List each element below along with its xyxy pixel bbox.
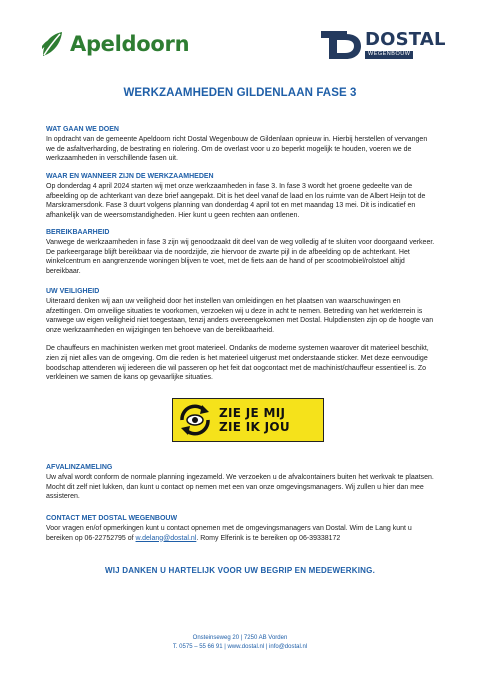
section-body: In opdracht van de gemeente Apeldoorn richt Dostal Wegenbouw de Gildenlaan opnieuw in. Hierbij herstellen of vervangen we de asfaltverharding, de bestrating en riolering. Om de overlast voor u zo beperkt mogelijk te houden, voeren we de werkzaamheden in verschillende fasen uit. <box>46 136 428 163</box>
section-heading: UW VEILIGHEID <box>46 288 100 295</box>
dostal-mark-icon <box>320 28 362 62</box>
email-link[interactable]: w.delang@dostal.nl <box>135 534 197 542</box>
section-heading: WAAR EN WANNEER ZIJN DE WERKZAAMHEDEN <box>46 173 214 180</box>
sticker-line-2: ZIE IK JOU <box>219 420 290 434</box>
section-wat-gaan-we-doen <box>46 126 436 164</box>
section-heading: AFVALINZAMELING <box>46 464 113 471</box>
section-afvalinzameling <box>46 464 436 502</box>
footer <box>0 634 480 652</box>
apeldoorn-logo-text: Apeldoorn <box>70 32 190 56</box>
contact-text-post: . Romy Elferink is te bereiken op 06-39338172 <box>196 534 341 542</box>
section-body: Uw afval wordt conform de normale planning ingezameld. We verzoeken u de afvalcontainers buiten het werkvak te plaatsen. Mocht dit zelf niet lukken, dan kunt u contact op nemen met een van onze omgevingsmanagers. Wij zullen u hier dan mee assisteren. <box>46 474 434 501</box>
footer-address: Onsteinseweg 20 | 7250 AB Vorden <box>192 635 288 641</box>
section-heading: WAT GAAN WE DOEN <box>46 126 119 133</box>
page-title: WERKZAAMHEDEN GILDENLAAN FASE 3 <box>123 87 357 99</box>
thanks-message: WIJ DANKEN U HARTELIJK VOOR UW BEGRIP EN MEDEWERKING. <box>104 566 376 575</box>
footer-contact: T. 0575 – 55 66 91 | www.dostal.nl | info@dostal.nl <box>172 644 308 650</box>
contact-text-pre: Voor vragen en/of opmerkingen kunt u contact opnemen met de omgevingsmanagers van Dostal. Wim de Lang kunt u bereiken op 06-22752795 of <box>46 525 412 542</box>
section-contact <box>46 515 436 543</box>
section-body <box>46 524 436 543</box>
section-body: Uiteraard denken wij aan uw veiligheid door het instellen van omleidingen en het plaatsen van waarschuwingen en afzettingen. Om onveilige situaties te voorkomen, verzoeken wij u deze in acht te nemen. Betreding van het werkterrein is vanwege uw eigen veiligheid niet toegestaan, tenzij anders overeengekomen met Dostal. Hulpdiensten zijn op de hoogte van onze werkzaamheden en wijzigingen ten behoeve van de bereikbaarheid. <box>46 298 434 334</box>
sticker-line-1: ZIE JE MIJ <box>219 406 286 420</box>
section-uw-veiligheid <box>46 288 436 383</box>
section-body-2: De chauffeurs en machinisten werken met groot materieel. Ondanks de moderne systemen waarover dit materieel beschikt, zien zij niet alles van de omgeving. Om die reden is het materieel uitgerust met onderstaande sticker. Met deze eenvoudige boodschap attenderen wij iedereen die wil passeren op het feit dat oogcontact met de machinist/chauffeur essentieel is. Zo verkleinen we samen de kans op gevaarlijke situaties. <box>46 345 429 382</box>
dostal-logo <box>320 28 446 62</box>
section-heading: BEREIKBAARHEID <box>46 229 110 236</box>
section-body: Op donderdag 4 april 2024 starten wij met onze werkzaamheden in fase 3. In fase 3 wordt het groene gedeelte van de afbeelding op de achterkant van deze brief aangepakt. Dit is het deel vanaf de laad en los ruimte van de Albert Heijn tot de Marskramersdonk. Fase 3 duurt volgens planning van donderdag 4 april tot en met maandag 13 mei. Dit is indicatief en afhankelijk van de weersomstandigheden. Hier kunt u geen rechten aan ontlenen. <box>46 183 426 219</box>
section-heading: CONTACT MET DOSTAL WEGENBOUW <box>46 515 178 522</box>
dostal-logo-text: DOSTAL <box>365 29 446 51</box>
section-body: Vanwege de werkzaamheden in fase 3 zijn wij genoodzaakt dit deel van de weg volledig af te sluiten voor doorgaand verkeer. De parkeergarage blijft bereikbaar via de noordzijde, zie hiervoor de zwarte pijl in de afbeelding op de achterkant. Het winkelcentrum en aangrenzende woningen blijven te voet, met de fiets aan de hand of per scootmobiel/rolstoel altijd bereikbaar. <box>46 239 435 275</box>
section-waar-en-wanneer <box>46 173 436 220</box>
section-bereikbaarheid <box>46 229 436 276</box>
leaf-icon <box>40 30 66 58</box>
apeldoorn-logo <box>40 30 189 58</box>
dostal-logo-subtext: WEGENBOUW <box>365 51 413 59</box>
zie-je-mij-sticker <box>172 398 324 442</box>
eye-arrows-icon <box>173 400 217 441</box>
